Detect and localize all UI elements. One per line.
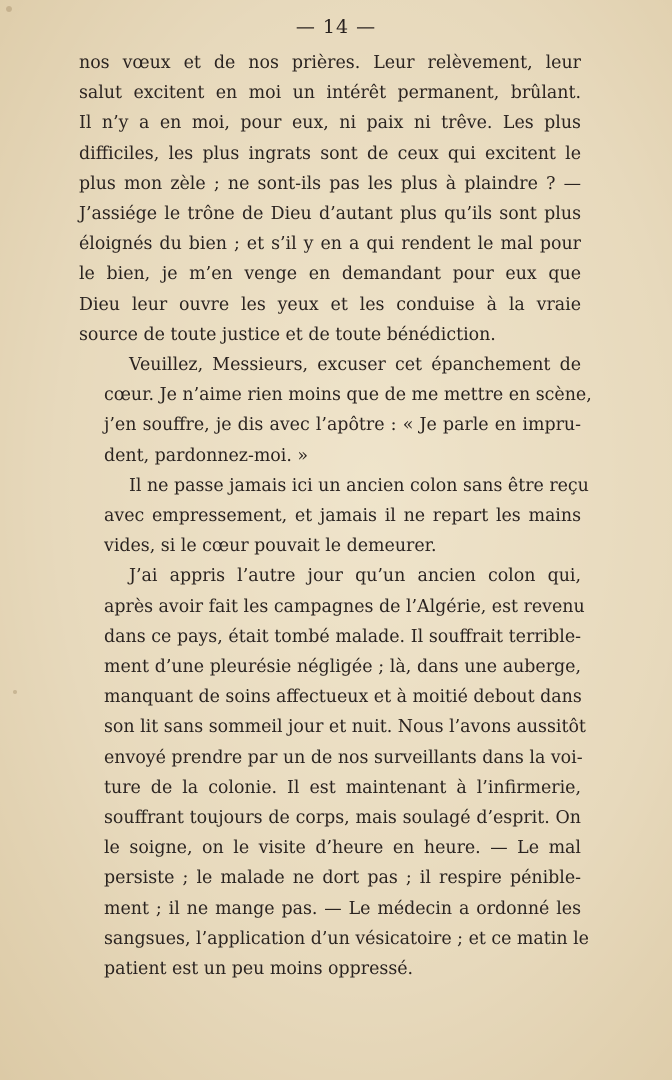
text-line: plus mon zèle ; ne sont-ils pas les plus à plaindre ? — xyxy=(79,173,581,194)
text-line: le soigne, on le visite d’heure en heure. — Le mal xyxy=(104,838,581,859)
text-line: ment d’une pleurésie négligée ; là, dans une auberge, xyxy=(104,657,581,678)
text-line: manquant de soins affectueux et à moitié debout dans xyxy=(104,687,582,708)
body-text xyxy=(79,48,592,984)
text-line: Dieu leur ouvre les yeux et les conduise à la vraie xyxy=(79,294,581,315)
page-number: — 14 — xyxy=(295,16,377,38)
paragraph xyxy=(79,350,592,471)
text-line: J’assiége le trône de Dieu d’autant plus qu’ils sont plus xyxy=(79,204,581,225)
text-line: éloignés du bien ; et s’il y en a qui rendent le mal pour xyxy=(79,234,581,255)
text-line: après avoir fait les campagnes de l’Algérie, est revenu xyxy=(104,596,585,617)
text-line: nos vœux et de nos prières. Leur relèvement, leur xyxy=(79,53,581,73)
text-line: sangsues, l’application d’un vésicatoire ; et ce matin le xyxy=(104,928,589,949)
text-line: souffrant toujours de corps, mais soulagé d’esprit. On xyxy=(104,808,581,829)
text-line: difficiles, les plus ingrats sont de ceux qui excitent le xyxy=(79,143,581,164)
text-line: Veuillez, Messieurs, excuser cet épanchement de xyxy=(129,355,581,376)
paragraph xyxy=(79,561,589,984)
text-line: avec empressement, et jamais il ne repart les mains xyxy=(104,506,581,527)
text-line: ment ; il ne mange pas. — Le médecin a ordonné les xyxy=(104,898,581,919)
text-line: dent, pardonnez-moi. » xyxy=(104,445,309,466)
text-line: persiste ; le malade ne dort pas ; il respire pénible- xyxy=(104,868,581,889)
text-line: vides, si le cœur pouvait le demeurer. xyxy=(104,536,437,557)
text-line: le bien, je m’en venge en demandant pour eux que xyxy=(79,264,581,285)
text-line: Il ne passe jamais ici un ancien colon sans être reçu xyxy=(129,475,589,496)
text-line: cœur. Je n’aime rien moins que de me mettre en scène, xyxy=(104,385,592,406)
paragraph xyxy=(79,48,581,350)
text-line: Il n’y a en moi, pour eux, ni paix ni trêve. Les plus xyxy=(79,113,581,134)
text-line: J’ai appris l’autre jour qu’un ancien colon qui, xyxy=(129,566,581,587)
text-line: dans ce pays, était tombé malade. Il souffrait terrible- xyxy=(104,626,581,647)
paper-stain xyxy=(6,6,12,12)
text-line: son lit sans sommeil jour et nuit. Nous l’avons aussitôt xyxy=(104,717,586,738)
paragraph xyxy=(79,471,589,562)
text-line: ture de la colonie. Il est maintenant à l’infirmerie, xyxy=(104,777,581,798)
text-line: patient est un peu moins oppressé. xyxy=(104,959,414,980)
paper-stain xyxy=(13,690,17,694)
text-line: source de toute justice et de toute bénédiction. xyxy=(79,324,496,345)
text-line: j’en souffre, je dis avec l’apôtre : « Je parle en impru- xyxy=(104,415,581,436)
text-line: envoyé prendre par un de nos surveillants dans la voi- xyxy=(104,747,583,768)
text-line: salut excitent en moi un intérêt permanent, brûlant. xyxy=(79,83,581,104)
